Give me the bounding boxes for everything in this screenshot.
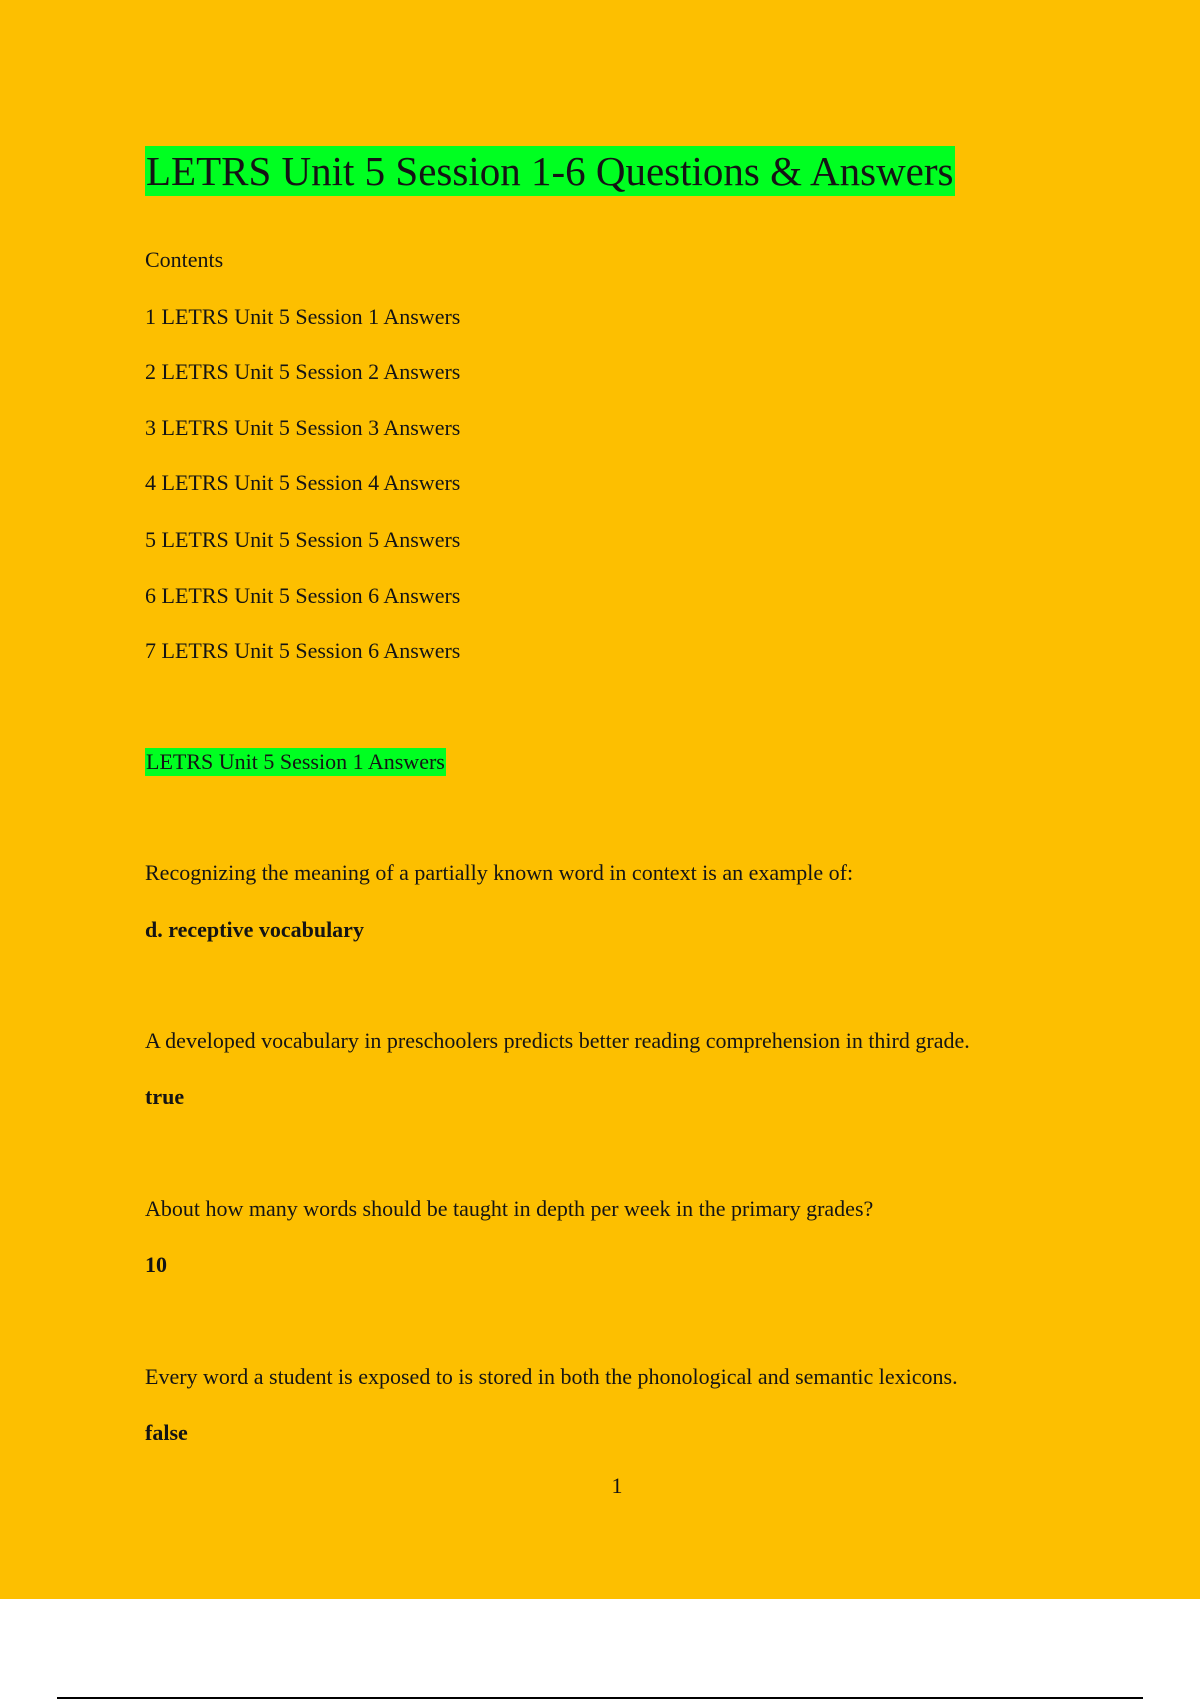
section-heading: LETRS Unit 5 Session 1 Answers: [146, 749, 445, 774]
document-title: LETRS Unit 5 Session 1-6 Questions & Answers: [146, 148, 954, 194]
question-text: Every word a student is exposed to is stored in both the phonological and semantic lexicons.: [145, 1364, 958, 1389]
answer-text: 10: [145, 1252, 167, 1277]
answer-text: d. receptive vocabulary: [145, 917, 364, 942]
contents-label: Contents: [145, 247, 224, 272]
page-number: 1: [611, 1473, 623, 1498]
answer-text: true: [145, 1084, 185, 1109]
toc-item[interactable]: 1 LETRS Unit 5 Session 1 Answers: [145, 304, 461, 329]
answer-text: false: [145, 1420, 188, 1445]
question-text: A developed vocabulary in preschoolers predicts better reading comprehension in third grade.: [145, 1028, 970, 1053]
toc-item[interactable]: 2 LETRS Unit 5 Session 2 Answers: [145, 359, 461, 384]
page-divider: [57, 1697, 1143, 1699]
toc-item[interactable]: 7 LETRS Unit 5 Session 6 Answers: [145, 638, 461, 663]
question-text: About how many words should be taught in depth per week in the primary grades?: [145, 1196, 874, 1221]
toc-item[interactable]: 4 LETRS Unit 5 Session 4 Answers: [145, 470, 461, 495]
toc-item[interactable]: 3 LETRS Unit 5 Session 3 Answers: [145, 415, 461, 440]
question-text: Recognizing the meaning of a partially known word in context is an example of:: [145, 860, 854, 885]
toc-item[interactable]: 6 LETRS Unit 5 Session 6 Answers: [145, 583, 461, 608]
toc-item[interactable]: 5 LETRS Unit 5 Session 5 Answers: [145, 527, 461, 552]
